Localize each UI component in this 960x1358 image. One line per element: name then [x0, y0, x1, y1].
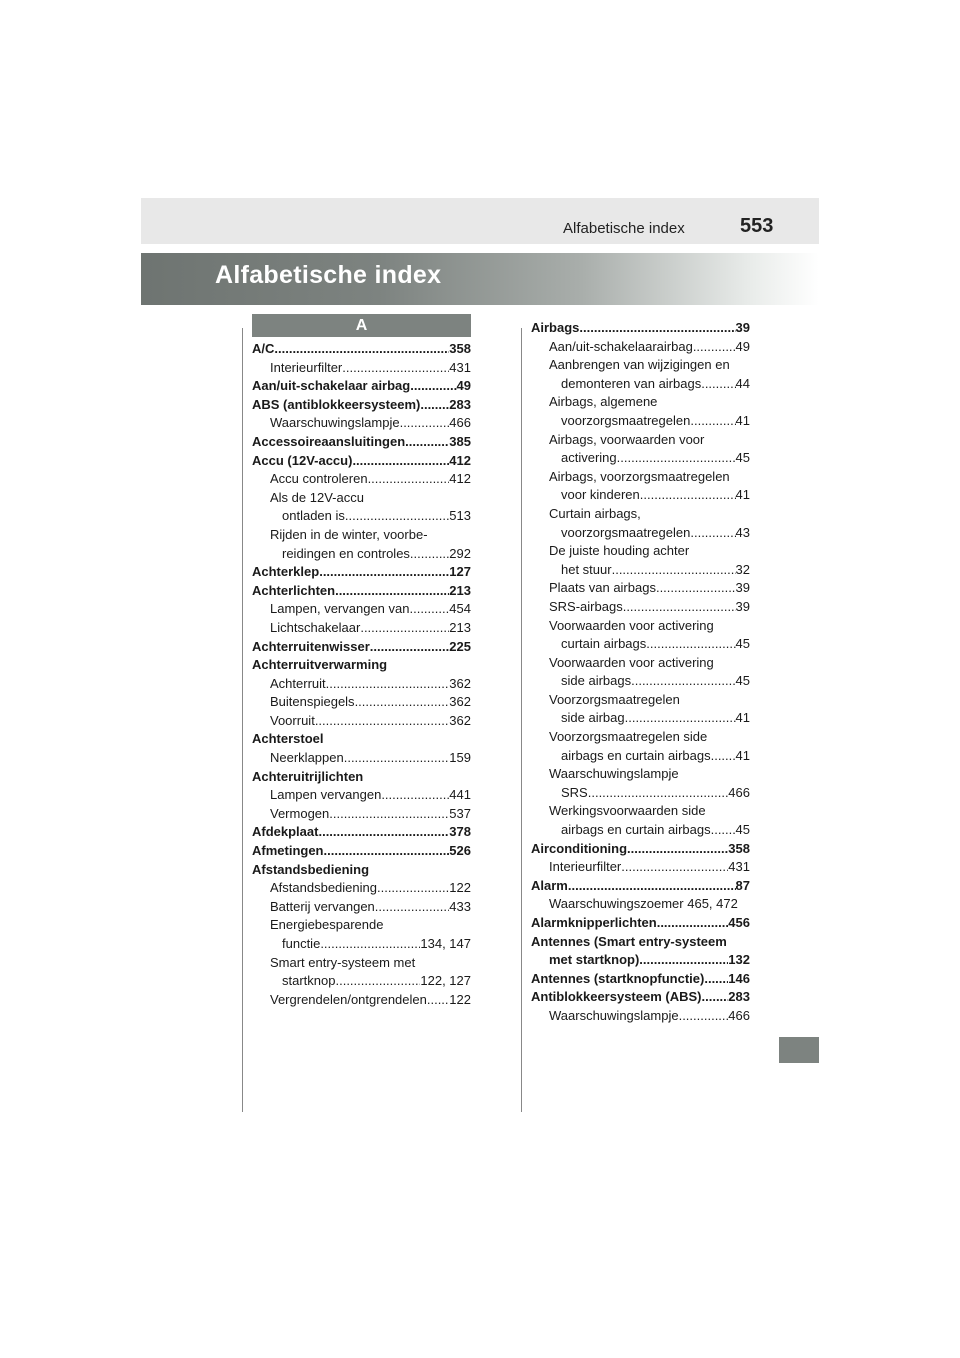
index-entry-term: Batterij vervangen	[270, 898, 375, 914]
index-entry	[252, 546, 471, 565]
index-entry-term: reidingen en controles	[282, 545, 410, 561]
dot-leader	[368, 471, 450, 486]
index-entry-term: Afmetingen	[252, 843, 324, 859]
dot-leader	[318, 824, 449, 839]
index-entry-page: 362	[449, 675, 471, 691]
index-entry-term: voorzorgsmaatregelen	[561, 412, 691, 428]
index-entry-term: Voorwaarden voor activering	[549, 654, 714, 670]
index-entry	[252, 601, 471, 620]
index-entry	[531, 432, 750, 451]
dot-leader	[409, 601, 449, 616]
index-entry-term: Curtain airbags,	[549, 505, 641, 521]
index-entry	[531, 934, 750, 953]
index-entry-page: 45	[735, 450, 750, 466]
index-entry-term: Achterlichten	[252, 582, 336, 598]
index-entry-page: 122	[449, 880, 471, 896]
dot-leader	[625, 710, 736, 725]
index-entry	[531, 729, 750, 748]
index-entry-page: 213	[449, 619, 471, 635]
index-entry-term: Voorruit	[270, 712, 315, 728]
index-entry	[252, 824, 471, 843]
index-entry-page: 41	[735, 487, 750, 503]
thumb-index-tab	[779, 1037, 819, 1063]
index-entry	[531, 655, 750, 674]
index-entry-page: 362	[449, 712, 471, 728]
index-entry-term: airbags en curtain airbags	[561, 822, 711, 838]
index-entry-page: 454	[449, 601, 471, 617]
index-entry-page: 431	[728, 859, 750, 875]
index-entry-term: Aanbrengen van wijzigingen en	[549, 357, 730, 373]
index-entry-page: 159	[449, 750, 471, 766]
index-entry-term: activering	[561, 450, 617, 466]
index-entry-term: Lampen, vervangen van	[270, 601, 410, 617]
index-entry-term: Afstandsbediening	[270, 880, 377, 896]
index-entry-page: 41	[735, 710, 750, 726]
index-entry	[531, 766, 750, 785]
dot-leader	[588, 785, 729, 800]
index-entry-term: Airconditioning	[531, 840, 628, 856]
index-entry-page: 456	[728, 915, 750, 930]
index-entry	[252, 434, 471, 453]
index-entry-term: Antennes (startknopfunctie)	[531, 970, 705, 986]
index-entry-page: 43	[735, 524, 750, 540]
index-entry-term: functie	[282, 936, 321, 951]
index-entry-page: 146	[728, 970, 750, 986]
index-entry-page: 49	[735, 338, 750, 354]
index-entry-page: 283	[728, 989, 750, 1005]
index-entry-page: 122	[449, 991, 471, 1007]
index-entry-term: met startknop)	[549, 952, 640, 968]
index-entry-term: Achteruitrijlichten	[252, 768, 364, 784]
index-entry-page: 466	[449, 415, 471, 431]
index-entry	[531, 376, 750, 395]
index-entry-term: Rijden in de winter, voorbe-	[270, 526, 428, 542]
dot-leader	[360, 620, 449, 635]
index-entry-term: Alarmknipperlichten	[531, 915, 657, 930]
index-entry	[531, 748, 750, 767]
index-entry	[252, 527, 471, 546]
index-entry	[531, 394, 750, 413]
index-entry	[531, 878, 750, 897]
index-entry	[252, 676, 471, 695]
index-entry	[252, 806, 471, 825]
dot-leader	[375, 899, 450, 914]
index-entry-term: Plaats van airbags	[549, 580, 656, 596]
index-entry-page: 513	[449, 508, 471, 524]
index-entry-page: 45	[735, 673, 750, 689]
index-entry-term: het stuur	[561, 561, 612, 577]
index-entry-term: ontladen is	[282, 508, 345, 524]
index-entry	[531, 543, 750, 562]
index-entry	[252, 508, 471, 527]
index-entry	[252, 415, 471, 434]
index-entry	[531, 636, 750, 655]
index-entry-page: 412	[449, 452, 471, 468]
index-entry	[252, 955, 471, 974]
index-entry	[252, 973, 471, 992]
dot-leader	[679, 1008, 729, 1023]
dot-leader	[704, 971, 728, 986]
index-entry	[252, 862, 471, 881]
index-entry	[252, 490, 471, 509]
index-column-left	[252, 341, 471, 1010]
index-entry	[252, 787, 471, 806]
index-entry-page: 225	[449, 638, 471, 654]
header-bar	[141, 198, 819, 244]
index-entry-term: Waarschuwingslampje	[270, 415, 400, 431]
index-entry-page: 431	[449, 359, 471, 375]
index-entry-term: Accu (12V-accu)	[252, 452, 353, 468]
index-entry-page: 49	[456, 378, 471, 394]
dot-leader	[345, 508, 449, 523]
index-entry-page: 412	[449, 471, 471, 487]
dot-leader	[420, 397, 449, 412]
index-entry	[531, 599, 750, 618]
index-entry	[252, 769, 471, 788]
index-entry	[252, 694, 471, 713]
index-entry	[531, 989, 750, 1008]
index-entry-term: Achterstoel	[252, 731, 324, 747]
index-entry-term: ABS (antiblokkeersysteem)	[252, 396, 421, 412]
dot-leader	[579, 320, 735, 335]
column-divider-left	[242, 328, 243, 1112]
dot-leader	[335, 583, 449, 598]
index-entry-term: Neerklappen	[270, 750, 344, 766]
page-number: 553	[740, 215, 774, 237]
dot-leader	[400, 415, 450, 430]
index-entry	[252, 843, 471, 862]
index-entry-page: 378	[449, 824, 471, 840]
index-entry-term: Airbags, voorwaarden voor	[549, 431, 705, 447]
index-entry-term: Antennes (Smart entry-systeem	[531, 933, 727, 949]
dot-leader	[568, 878, 736, 893]
dot-leader	[639, 952, 728, 967]
index-entry	[531, 618, 750, 637]
index-entry-page: 466	[728, 1007, 750, 1023]
index-entry-term: Waarschuwingszoemer 465, 472	[549, 896, 738, 912]
index-entry-term: Lichtschakelaar	[270, 619, 361, 635]
index-entry-page: 466	[728, 784, 750, 800]
index-entry-term: Accu controleren	[270, 471, 368, 487]
index-entry-page: 39	[735, 580, 750, 596]
index-entry	[252, 880, 471, 899]
dot-leader	[621, 859, 728, 874]
index-entry-term: Airbags, algemene	[549, 394, 658, 410]
dot-leader	[427, 992, 449, 1007]
index-entry-term: SRS-airbags	[549, 598, 623, 614]
index-entry	[531, 450, 750, 469]
index-entry	[531, 487, 750, 506]
index-entry	[531, 803, 750, 822]
index-entry	[252, 397, 471, 416]
dot-leader	[320, 936, 420, 951]
dot-leader	[274, 341, 449, 356]
index-entry-page: 134, 147	[420, 936, 471, 951]
index-entry-term: De juiste houding achter	[549, 543, 690, 559]
index-entry-page: 39	[735, 598, 750, 614]
index-entry	[531, 357, 750, 376]
index-entry	[531, 692, 750, 711]
index-entry-page: 45	[735, 822, 750, 838]
dot-leader	[612, 562, 736, 577]
index-entry-term: Waarschuwingslampje	[549, 1007, 679, 1023]
index-entry-page: 132	[728, 952, 750, 968]
index-entry-page: 127	[449, 564, 471, 580]
index-entry-page: 362	[449, 694, 471, 710]
index-entry	[531, 469, 750, 488]
index-entry-page: 41	[735, 412, 750, 428]
index-entry	[252, 378, 471, 397]
index-entry	[531, 506, 750, 525]
index-entry-term: Accessoireaansluitingen	[252, 433, 406, 449]
index-entry	[252, 992, 471, 1011]
index-entry-term: Vermogen	[270, 805, 330, 821]
dot-leader	[711, 822, 736, 837]
dot-leader	[405, 434, 449, 449]
index-entry-page: 537	[449, 805, 471, 821]
index-entry-term: Voorzorgsmaatregelen	[549, 691, 680, 707]
index-entry-page: 213	[449, 582, 471, 598]
dot-leader	[701, 376, 735, 391]
index-entry-term: side airbags	[561, 673, 632, 689]
dot-leader	[319, 564, 449, 579]
index-entry-page: 358	[449, 341, 471, 356]
index-entry-page: 32	[735, 561, 750, 577]
index-entry	[531, 320, 750, 339]
dot-leader	[355, 694, 450, 709]
header-section-title: Alfabetische index	[563, 220, 685, 237]
index-entry	[252, 731, 471, 750]
column-divider-right	[521, 328, 522, 1112]
index-entry	[252, 360, 471, 379]
dot-leader	[377, 880, 449, 895]
dot-leader	[640, 487, 736, 502]
index-entry	[531, 673, 750, 692]
index-entry-page: 41	[735, 747, 750, 763]
index-entry-term: Achterruit	[270, 675, 326, 691]
index-entry-term: airbags en curtain airbags	[561, 747, 711, 763]
index-entry-term: voorzorgsmaatregelen	[561, 524, 691, 540]
index-entry	[531, 952, 750, 971]
dot-leader	[381, 787, 449, 802]
dot-leader	[335, 973, 420, 988]
dot-leader	[657, 915, 729, 930]
index-entry-term: voor kinderen	[561, 487, 640, 503]
index-entry	[252, 657, 471, 676]
index-entry-term: Antiblokkeersysteem (ABS)	[531, 989, 702, 1005]
index-entry-term: Voorwaarden voor activering	[549, 617, 714, 633]
dot-leader	[617, 450, 736, 465]
index-entry-term: Alarm	[531, 877, 568, 893]
index-entry-term: Werkingsvoorwaarden side	[549, 803, 706, 819]
dot-leader	[690, 525, 735, 540]
index-entry	[531, 580, 750, 599]
index-entry	[531, 562, 750, 581]
index-entry-term: Energiebesparende	[270, 917, 384, 933]
index-entry	[531, 841, 750, 860]
index-entry-term: Aan/uit-schakelaarairbag	[549, 338, 693, 354]
dot-leader	[315, 713, 449, 728]
index-entry-term: Afdekplaat	[252, 824, 319, 840]
dot-leader	[627, 841, 728, 856]
index-entry	[252, 453, 471, 472]
dot-leader	[711, 748, 736, 763]
index-entry-term: Waarschuwingslampje	[549, 766, 679, 782]
index-entry-page: 385	[449, 433, 471, 449]
dot-leader	[324, 843, 450, 858]
dot-leader	[344, 750, 450, 765]
index-entry	[531, 822, 750, 841]
index-entry-term: A/C	[252, 341, 275, 356]
dot-leader	[693, 339, 736, 354]
dot-leader	[329, 806, 449, 821]
dot-leader	[690, 413, 735, 428]
dot-leader	[342, 360, 449, 375]
index-entry-page: 44	[735, 375, 750, 391]
dot-leader	[646, 636, 735, 651]
index-entry-page: 433	[449, 898, 471, 914]
index-entry	[531, 896, 750, 915]
index-entry	[531, 413, 750, 432]
index-entry-term: Airbags	[531, 320, 580, 335]
letter-heading: A	[252, 314, 471, 337]
dot-leader	[656, 580, 736, 595]
index-entry-page: 292	[449, 545, 471, 561]
index-entry	[252, 639, 471, 658]
dot-leader	[410, 546, 449, 561]
dot-leader	[702, 989, 729, 1004]
index-entry	[531, 1008, 750, 1027]
index-entry-term: Smart entry-systeem met	[270, 954, 416, 970]
index-entry-term: curtain airbags	[561, 636, 647, 652]
index-entry-term: Achterruitenwisser	[252, 638, 370, 654]
index-entry-term: Buitenspiegels	[270, 694, 355, 710]
index-entry	[531, 915, 750, 934]
index-entry-term: Als de 12V-accu	[270, 489, 364, 505]
index-entry-term: side airbag	[561, 710, 625, 726]
index-entry	[252, 936, 471, 955]
index-entry-term: Airbags, voorzorgsmaatregelen	[549, 468, 730, 484]
index-entry	[531, 859, 750, 878]
dot-leader	[352, 453, 449, 468]
index-entry-term: Interieurfilter	[549, 859, 622, 875]
index-entry-term: Achterruitverwarming	[252, 657, 388, 673]
index-entry	[252, 583, 471, 602]
dot-leader	[410, 378, 456, 393]
index-entry-term: Vergrendelen/ontgrendelen	[270, 991, 427, 1007]
page-title: Alfabetische index	[215, 261, 442, 289]
index-entry	[531, 525, 750, 544]
index-entry-term: Interieurfilter	[270, 359, 343, 375]
index-entry	[252, 620, 471, 639]
index-entry	[252, 713, 471, 732]
index-entry-page: 441	[449, 787, 471, 803]
index-entry	[252, 341, 471, 360]
index-entry-term: SRS	[561, 784, 588, 800]
dot-leader	[623, 599, 736, 614]
index-entry	[252, 750, 471, 769]
index-entry	[252, 917, 471, 936]
index-entry-page: 45	[735, 636, 750, 652]
index-entry	[531, 785, 750, 804]
index-entry-page: 87	[735, 877, 750, 893]
index-entry-term: Aan/uit-schakelaar airbag	[252, 378, 411, 394]
index-entry	[531, 339, 750, 358]
dot-leader	[326, 676, 450, 691]
index-entry	[531, 710, 750, 729]
index-entry	[252, 471, 471, 490]
index-entry-page: 358	[728, 840, 750, 856]
index-entry-term: Achterklep	[252, 564, 320, 580]
index-entry	[252, 899, 471, 918]
index-entry-term: startknop	[282, 973, 336, 989]
index-entry-term: Afstandsbediening	[252, 861, 370, 877]
title-banner	[141, 253, 819, 305]
index-entry	[252, 564, 471, 583]
index-entry-page: 39	[735, 320, 750, 335]
index-entry	[531, 971, 750, 990]
index-entry-term: Voorzorgsmaatregelen side	[549, 729, 708, 745]
dot-leader	[370, 639, 450, 654]
index-entry-page: 283	[449, 396, 471, 412]
index-column-right	[531, 320, 750, 1027]
index-entry-term: Lampen vervangen	[270, 787, 382, 803]
index-entry-page: 122, 127	[420, 973, 471, 989]
dot-leader	[631, 673, 735, 688]
index-entry-term: demonteren van airbags	[561, 375, 702, 391]
index-entry-page: 526	[449, 843, 471, 859]
